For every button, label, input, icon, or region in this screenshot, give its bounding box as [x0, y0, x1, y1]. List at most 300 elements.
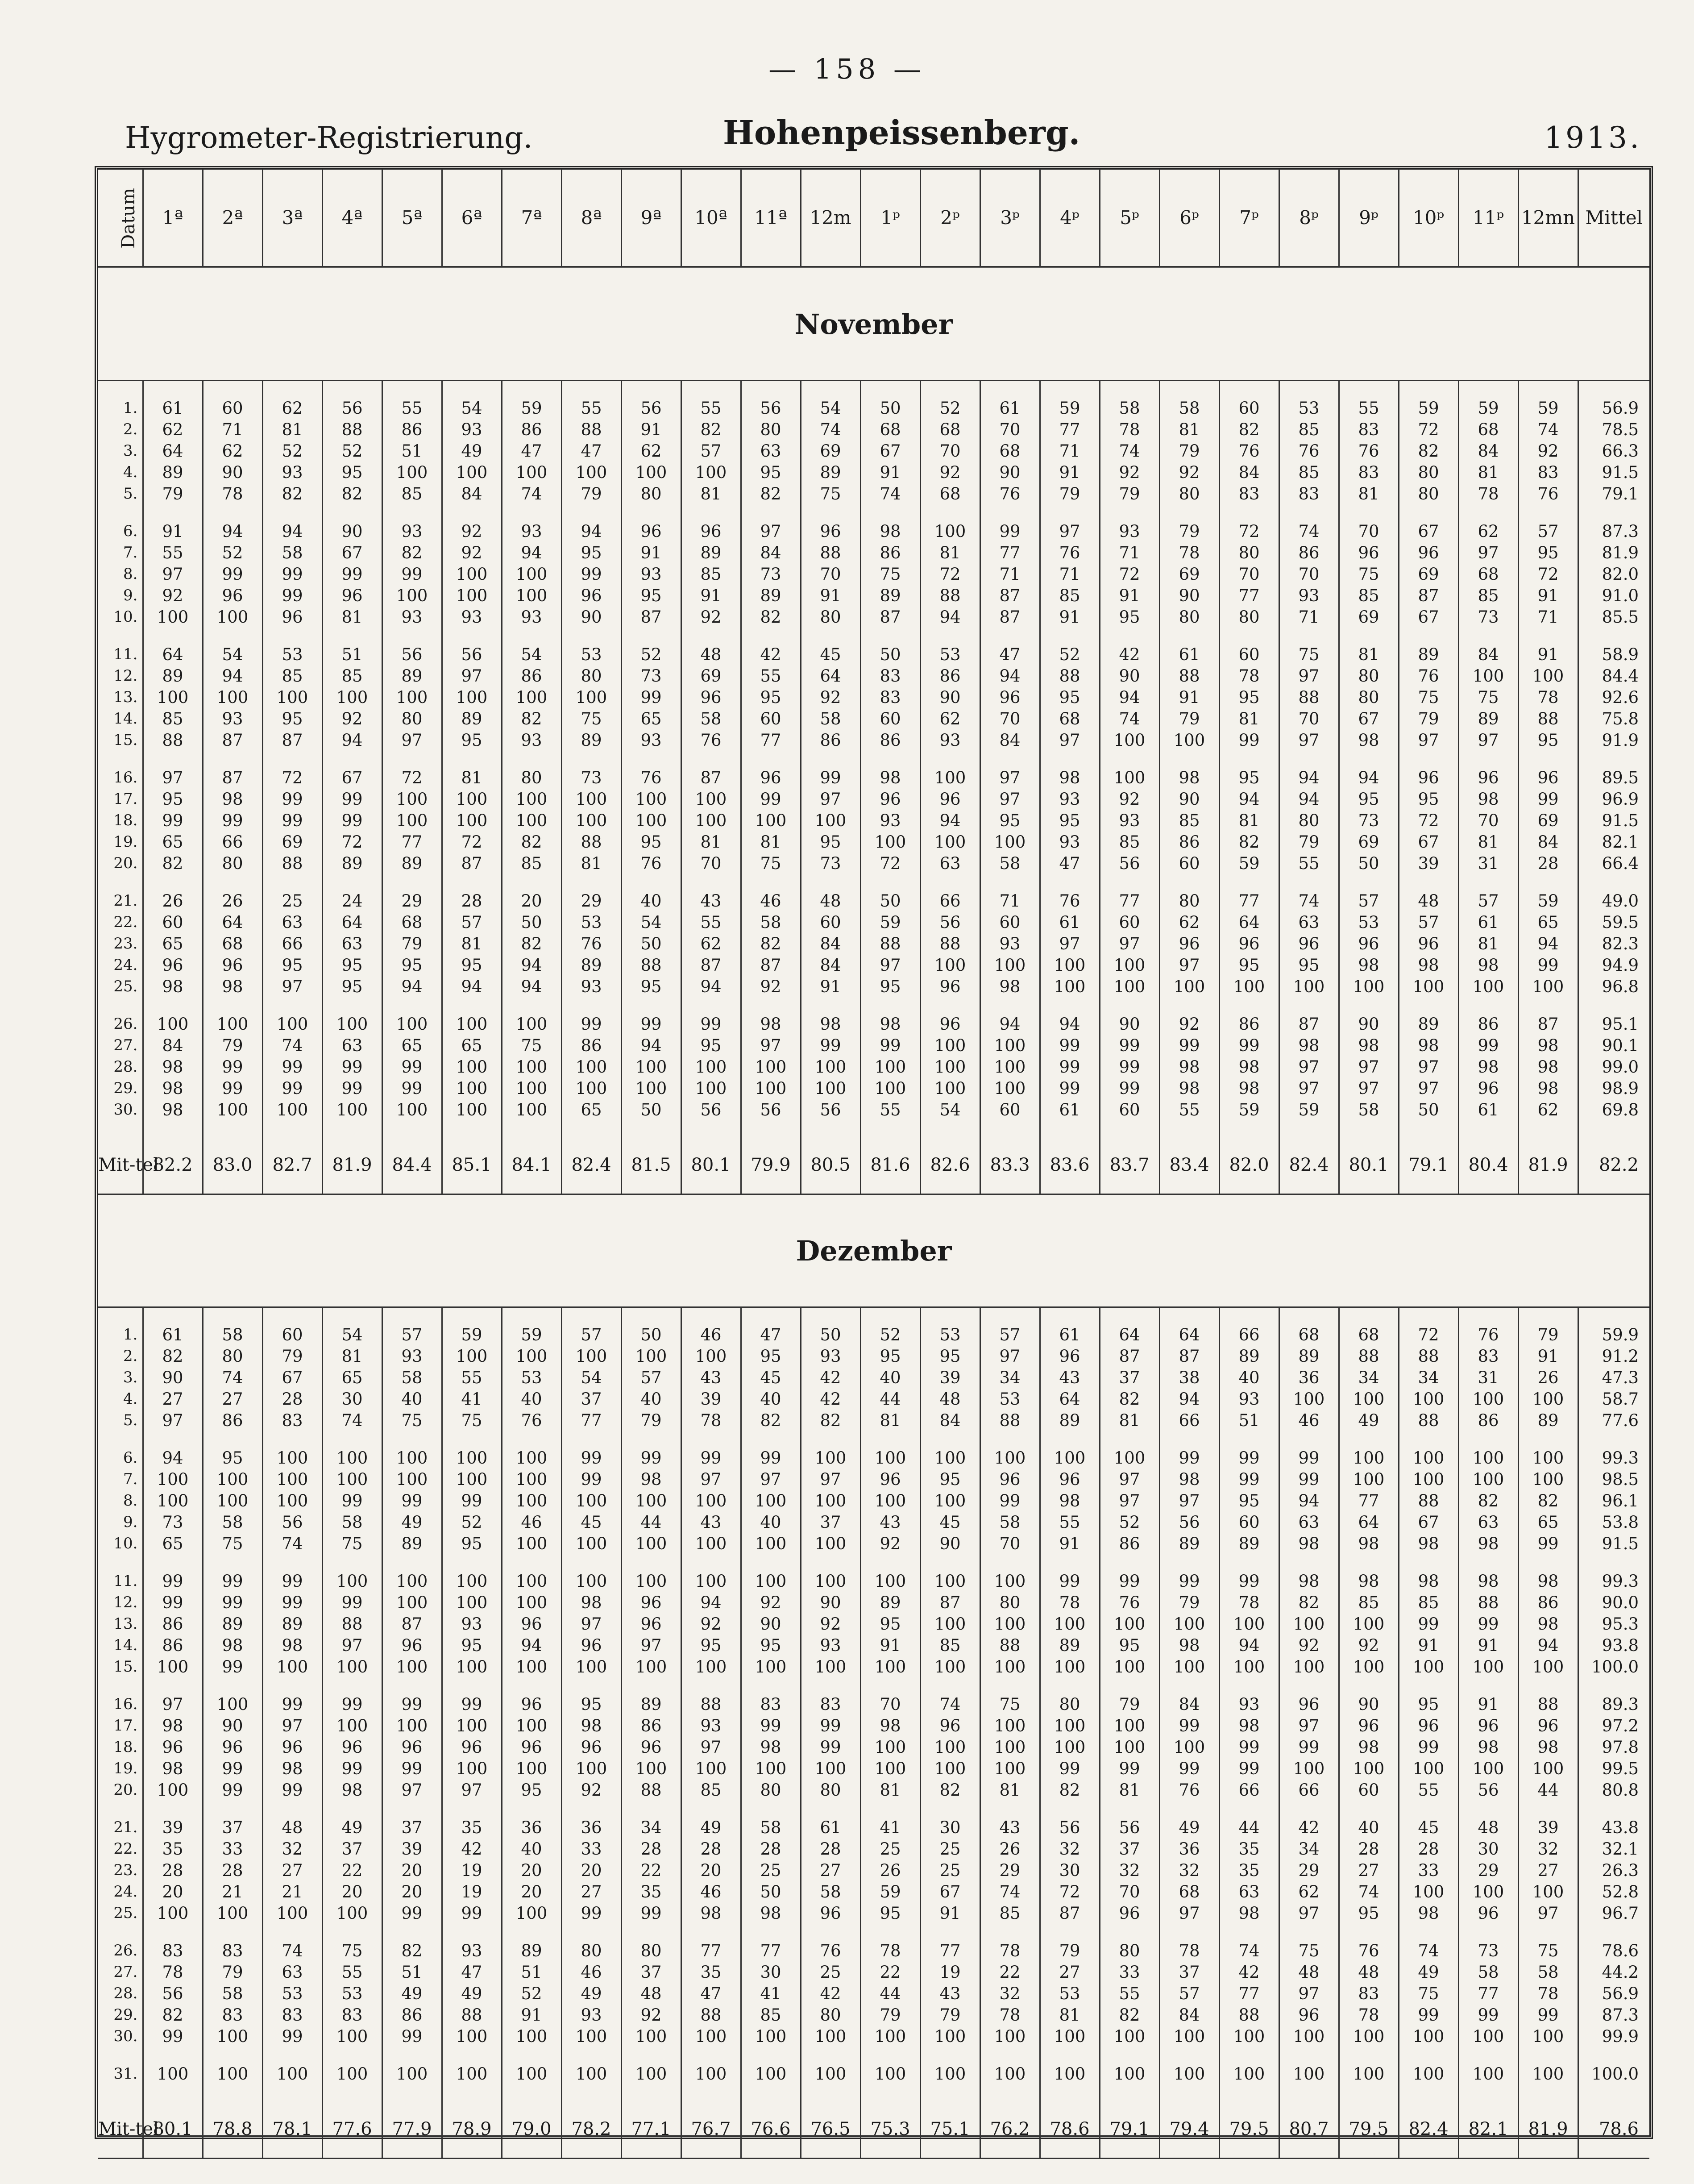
value-cell: 84	[143, 1035, 203, 1056]
value-cell: 19	[442, 1860, 502, 1881]
value-cell: 100	[1040, 1715, 1100, 1736]
value-cell: 100	[920, 2026, 980, 2047]
value-cell: 96	[1458, 1715, 1518, 1736]
value-cell: 94	[502, 1635, 561, 1656]
value-cell: 35	[143, 1838, 203, 1860]
spacer-cell	[143, 751, 203, 767]
value-cell: 100	[860, 1736, 920, 1758]
value-cell: 99	[1518, 2004, 1578, 2026]
value-cell: 82	[262, 483, 322, 504]
value-cell: 82	[741, 933, 801, 954]
day-cell: 10.	[113, 1535, 138, 1552]
spacer-row	[98, 874, 1649, 890]
value-cell: 88	[1399, 1490, 1458, 1511]
value-cell: 64	[1040, 1388, 1100, 1410]
column-header-label: 3ᵖ	[1000, 206, 1020, 229]
value-cell: 90	[801, 1592, 860, 1613]
value-cell: 100	[1458, 1656, 1518, 1677]
spacer-cell	[1100, 1554, 1159, 1570]
value-cell: 88	[561, 419, 621, 440]
value-cell: 93	[621, 729, 681, 751]
value-cell: 100	[502, 2026, 561, 2047]
value-cell: 62	[1279, 1881, 1339, 1902]
value-cell: 97	[1279, 1077, 1339, 1099]
spacer-cell	[980, 504, 1040, 520]
value-cell: 71	[1100, 542, 1159, 563]
day-cell: 13.	[113, 688, 138, 706]
value-cell: 69	[1339, 831, 1399, 853]
value-cell: 87	[1399, 585, 1458, 606]
value-cell: 96	[1399, 767, 1458, 788]
value-cell: 100	[920, 1758, 980, 1779]
value-cell: 73	[1458, 1940, 1518, 1961]
spacer-cell	[322, 1307, 382, 1324]
value-cell: 100	[1339, 1758, 1399, 1779]
value-cell: 99	[143, 810, 203, 831]
value-cell: 77	[1219, 585, 1279, 606]
value-cell: 97	[980, 788, 1040, 810]
spacer-cell	[262, 628, 322, 644]
value-cell: 62	[143, 419, 203, 440]
value-cell: 92	[1159, 462, 1219, 483]
value-cell: 41	[741, 1983, 801, 2004]
value-cell: 91	[920, 1902, 980, 1924]
value-cell: 94	[1100, 686, 1159, 708]
value-cell: 64	[1219, 911, 1279, 933]
value-cell: 97	[1279, 665, 1339, 686]
value-cell: 97	[1339, 1077, 1399, 1099]
daily-mean-cell: 95.3	[1578, 1613, 1649, 1635]
value-cell: 43	[681, 890, 741, 911]
spacer-cell	[1518, 628, 1578, 644]
value-cell: 86	[502, 665, 561, 686]
daily-mean-cell: 59.9	[1578, 1324, 1649, 1345]
value-cell: 72	[860, 853, 920, 874]
value-cell: 96	[920, 976, 980, 997]
value-cell: 91	[621, 419, 681, 440]
value-cell: 85	[1399, 1592, 1458, 1613]
value-cell: 100	[442, 585, 502, 606]
value-cell: 67	[860, 440, 920, 462]
value-cell: 39	[1399, 853, 1458, 874]
value-cell: 55	[1159, 1099, 1219, 1120]
value-cell: 74	[1219, 1940, 1279, 1961]
value-cell: 100	[801, 810, 860, 831]
value-cell: 63	[1279, 911, 1339, 933]
spacer-cell	[1399, 1924, 1458, 1940]
table-row	[98, 1468, 1649, 1490]
value-cell: 100	[143, 1779, 203, 1801]
value-cell: 100	[382, 686, 442, 708]
day-cell: 11.	[113, 1572, 138, 1590]
value-cell: 99	[860, 1035, 920, 1056]
spacer-cell	[1399, 504, 1458, 520]
spacer-cell	[502, 874, 561, 890]
value-cell: 70	[920, 440, 980, 462]
value-cell: 96	[621, 1613, 681, 1635]
spacer-row	[98, 1431, 1649, 1447]
value-cell: 90	[920, 1533, 980, 1554]
value-cell: 99	[262, 1056, 322, 1077]
value-cell: 88	[621, 1779, 681, 1801]
value-cell: 100	[1399, 2063, 1458, 2084]
value-cell: 82	[741, 483, 801, 504]
value-cell: 74	[1100, 708, 1159, 729]
value-cell: 98	[561, 1592, 621, 1613]
value-cell: 95	[382, 954, 442, 976]
value-cell: 99	[621, 1013, 681, 1035]
value-cell: 95	[1040, 686, 1100, 708]
value-cell: 91	[801, 585, 860, 606]
value-cell: 77	[1219, 1983, 1279, 2004]
spacer-cell	[980, 874, 1040, 890]
value-cell: 96	[262, 1736, 322, 1758]
value-cell: 97	[1458, 542, 1518, 563]
header-left-title: Hygrometer-Registrierung.	[125, 121, 533, 155]
value-cell: 59	[1219, 853, 1279, 874]
spacer-cell	[262, 874, 322, 890]
value-cell: 98	[741, 1013, 801, 1035]
value-cell: 42	[1100, 644, 1159, 665]
value-cell: 100	[1458, 1388, 1518, 1410]
spacer-cell	[1159, 1677, 1219, 1693]
spacer-cell	[442, 1120, 502, 1136]
column-header-label: 12mn	[1521, 206, 1575, 229]
spacer-cell	[681, 1924, 741, 1940]
value-cell: 19	[442, 1881, 502, 1902]
value-cell: 62	[1159, 911, 1219, 933]
value-cell: 100	[442, 1592, 502, 1613]
spacer-cell	[1399, 2084, 1458, 2101]
value-cell: 95	[741, 462, 801, 483]
value-cell: 86	[203, 1410, 262, 1431]
value-cell: 100	[442, 686, 502, 708]
value-cell: 100	[262, 1656, 322, 1677]
value-cell: 78	[1518, 686, 1578, 708]
value-cell: 85	[681, 1779, 741, 1801]
spacer-cell	[203, 874, 262, 890]
value-cell: 76	[1339, 1940, 1399, 1961]
value-cell: 85	[1159, 810, 1219, 831]
column-header	[561, 169, 621, 267]
value-cell: 100	[502, 1447, 561, 1468]
value-cell: 76	[1399, 665, 1458, 686]
spacer-cell	[681, 997, 741, 1013]
value-cell: 98	[1219, 1056, 1279, 1077]
value-cell: 22	[322, 1860, 382, 1881]
hourly-mean-cell: 79.4	[1159, 2101, 1219, 2159]
day-cell: 1.	[123, 399, 138, 417]
value-cell: 89	[801, 462, 860, 483]
spacer-cell	[561, 1554, 621, 1570]
value-cell: 99	[262, 788, 322, 810]
value-cell: 95	[920, 1345, 980, 1367]
value-cell: 99	[442, 1490, 502, 1511]
value-cell: 69	[1339, 606, 1399, 628]
value-cell: 30	[1040, 1860, 1100, 1881]
spacer-cell	[1458, 751, 1518, 767]
value-cell: 99	[1040, 1758, 1100, 1779]
value-cell: 95	[860, 1613, 920, 1635]
hourly-mean-cell: 82.0	[1219, 1136, 1279, 1194]
table-row	[98, 810, 1649, 831]
value-cell: 52	[502, 1983, 561, 2004]
value-cell: 79	[203, 1035, 262, 1056]
value-cell: 77	[561, 1410, 621, 1431]
column-header-datum	[98, 169, 143, 267]
value-cell: 52	[1040, 644, 1100, 665]
value-cell: 20	[502, 1881, 561, 1902]
value-cell: 95	[203, 1447, 262, 1468]
spacer-cell	[262, 2047, 322, 2063]
value-cell: 90	[561, 606, 621, 628]
spacer-cell	[1279, 2047, 1339, 2063]
day-cell: 10.	[113, 608, 138, 626]
value-cell: 50	[801, 1324, 860, 1345]
value-cell: 63	[322, 1035, 382, 1056]
value-cell: 100	[502, 1468, 561, 1490]
value-cell: 97	[980, 767, 1040, 788]
value-cell: 98	[1040, 767, 1100, 788]
value-cell: 57	[382, 1324, 442, 1345]
value-cell: 56	[382, 644, 442, 665]
spacer-cell	[621, 504, 681, 520]
value-cell: 100	[681, 2026, 741, 2047]
value-cell: 96	[561, 1635, 621, 1656]
value-cell: 47	[502, 440, 561, 462]
value-cell: 91	[143, 520, 203, 542]
value-cell: 100	[741, 1077, 801, 1099]
value-cell: 55	[741, 665, 801, 686]
spacer-cell	[1100, 2084, 1159, 2101]
value-cell: 81	[860, 1779, 920, 1801]
value-cell: 99	[1518, 1533, 1578, 1554]
value-cell: 52	[860, 1324, 920, 1345]
value-cell: 100	[382, 2063, 442, 2084]
spacer-cell	[621, 1120, 681, 1136]
value-cell: 97	[262, 1715, 322, 1736]
value-cell: 70	[980, 1533, 1040, 1554]
value-cell: 80	[1339, 665, 1399, 686]
spacer-cell	[1159, 1431, 1219, 1447]
mean-label: Mit-tel	[98, 2101, 143, 2159]
value-cell: 68	[860, 419, 920, 440]
value-cell: 89	[1040, 1635, 1100, 1656]
value-cell: 100	[681, 1758, 741, 1779]
column-header	[143, 169, 203, 267]
value-cell: 100	[442, 1013, 502, 1035]
overall-mean-cell: 78.6	[1578, 2101, 1649, 2159]
value-cell: 92	[741, 1592, 801, 1613]
value-cell: 93	[203, 708, 262, 729]
value-cell: 58	[1518, 1961, 1578, 1983]
day-cell: 4.	[123, 1390, 138, 1408]
spacer-cell	[1040, 504, 1100, 520]
daily-mean-cell: 85.5	[1578, 606, 1649, 628]
value-cell: 99	[322, 1758, 382, 1779]
value-cell: 100	[621, 1570, 681, 1592]
day-cell: 27.	[113, 1036, 138, 1054]
value-cell: 55	[1339, 397, 1399, 419]
value-cell: 56	[262, 1511, 322, 1533]
value-cell: 92	[860, 1533, 920, 1554]
value-cell: 100	[621, 1656, 681, 1677]
value-cell: 40	[741, 1388, 801, 1410]
value-cell: 87	[621, 606, 681, 628]
value-cell: 85	[1339, 1592, 1399, 1613]
value-cell: 97	[1159, 1902, 1219, 1924]
value-cell: 99	[322, 1490, 382, 1511]
value-cell: 57	[681, 440, 741, 462]
spacer-cell	[1339, 751, 1399, 767]
value-cell: 98	[1518, 1570, 1578, 1592]
value-cell: 49	[442, 1983, 502, 2004]
value-cell: 96	[1518, 767, 1578, 788]
daily-mean-cell: 89.5	[1578, 767, 1649, 788]
value-cell: 98	[1279, 1035, 1339, 1056]
value-cell: 100	[143, 606, 203, 628]
value-cell: 98	[1518, 1736, 1578, 1758]
value-cell: 88	[621, 954, 681, 976]
value-cell: 100	[561, 1490, 621, 1511]
spacer-cell	[1518, 751, 1578, 767]
value-cell: 86	[801, 729, 860, 751]
value-cell: 96	[1279, 933, 1339, 954]
value-cell: 99	[1458, 1613, 1518, 1635]
value-cell: 96	[1279, 2004, 1339, 2026]
value-cell: 50	[860, 397, 920, 419]
value-cell: 82	[1518, 1490, 1578, 1511]
value-cell: 100	[1399, 976, 1458, 997]
value-cell: 71	[980, 890, 1040, 911]
value-cell: 72	[1399, 419, 1458, 440]
spacer-cell	[1518, 2084, 1578, 2101]
spacer-cell	[1458, 1307, 1518, 1324]
value-cell: 89	[561, 729, 621, 751]
value-cell: 95	[442, 1635, 502, 1656]
spacer-cell	[860, 1801, 920, 1817]
header-station-title: Hohenpeissenberg.	[723, 114, 1080, 152]
day-cell: 16.	[113, 1695, 138, 1713]
spacer-cell	[860, 628, 920, 644]
value-cell: 93	[801, 1345, 860, 1367]
daily-mean-cell: 84.4	[1578, 665, 1649, 686]
spacer-cell	[98, 1924, 143, 1940]
spacer-cell	[1159, 874, 1219, 890]
daily-mean-cell: 97.8	[1578, 1736, 1649, 1758]
value-cell: 75	[442, 1410, 502, 1431]
value-cell: 99	[741, 1447, 801, 1468]
value-cell: 100	[143, 1490, 203, 1511]
value-cell: 91	[860, 462, 920, 483]
value-cell: 58	[203, 1324, 262, 1345]
value-cell: 83	[741, 1693, 801, 1715]
value-cell: 100	[502, 2063, 561, 2084]
value-cell: 99	[621, 1447, 681, 1468]
value-cell: 58	[801, 1881, 860, 1902]
day-cell: 27.	[113, 1963, 138, 1981]
value-cell: 74	[801, 419, 860, 440]
column-header	[1219, 169, 1279, 267]
spacer-cell	[1159, 381, 1219, 398]
daily-mean-cell: 91.5	[1578, 1533, 1649, 1554]
value-cell: 95	[681, 1035, 741, 1056]
spacer-cell	[502, 1554, 561, 1570]
value-cell: 100	[382, 1570, 442, 1592]
value-cell: 100	[621, 2026, 681, 2047]
value-cell: 44	[1518, 1779, 1578, 1801]
value-cell: 100	[1040, 1656, 1100, 1677]
value-cell: 95	[741, 1635, 801, 1656]
spacer-cell	[262, 2084, 322, 2101]
spacer-cell	[1399, 1431, 1458, 1447]
value-cell: 95	[262, 954, 322, 976]
value-cell: 35	[681, 1961, 741, 1983]
value-cell: 64	[801, 665, 860, 686]
value-cell: 97	[1279, 1056, 1339, 1077]
value-cell: 76	[1040, 542, 1100, 563]
column-header	[1399, 169, 1458, 267]
value-cell: 99	[1458, 2004, 1518, 2026]
value-cell: 60	[980, 1099, 1040, 1120]
value-cell: 42	[801, 1983, 860, 2004]
daily-mean-cell: 87.3	[1578, 2004, 1649, 2026]
spacer-cell	[860, 751, 920, 767]
value-cell: 91	[1159, 686, 1219, 708]
value-cell: 90	[1100, 1013, 1159, 1035]
value-cell: 74	[1339, 1881, 1399, 1902]
value-cell: 83	[1458, 1345, 1518, 1367]
value-cell: 94	[1040, 1013, 1100, 1035]
value-cell: 66	[920, 890, 980, 911]
spacer-cell	[1159, 751, 1219, 767]
value-cell: 100	[442, 1345, 502, 1367]
value-cell: 100	[681, 1490, 741, 1511]
value-cell: 100	[502, 585, 561, 606]
value-cell: 100	[322, 1447, 382, 1468]
value-cell: 61	[1040, 1099, 1100, 1120]
spacer-cell	[1279, 504, 1339, 520]
day-cell: 2.	[123, 1347, 138, 1365]
value-cell: 97	[143, 563, 203, 585]
column-header	[1339, 169, 1399, 267]
column-header	[1100, 169, 1159, 267]
spacer-cell	[681, 381, 741, 398]
month-title: Dezember	[98, 1194, 1649, 1307]
value-cell: 95	[322, 976, 382, 997]
value-cell: 87	[741, 954, 801, 976]
spacer-cell	[1100, 997, 1159, 1013]
day-cell: 31.	[113, 2065, 138, 2083]
value-cell: 100	[442, 1758, 502, 1779]
value-cell: 78	[1159, 542, 1219, 563]
table-row	[98, 1736, 1649, 1758]
value-cell: 98	[1458, 954, 1518, 976]
value-cell: 100	[442, 1570, 502, 1592]
value-cell: 99	[322, 563, 382, 585]
value-cell: 82	[741, 606, 801, 628]
spacer-cell	[1578, 874, 1649, 890]
value-cell: 25	[801, 1961, 860, 1983]
value-cell: 30	[1458, 1838, 1518, 1860]
value-cell: 100	[502, 1902, 561, 1924]
spacer-cell	[143, 1677, 203, 1693]
spacer-cell	[98, 1677, 143, 1693]
value-cell: 76	[621, 853, 681, 874]
value-cell: 87	[1279, 1013, 1339, 1035]
value-cell: 99	[1040, 1035, 1100, 1056]
value-cell: 87	[203, 729, 262, 751]
